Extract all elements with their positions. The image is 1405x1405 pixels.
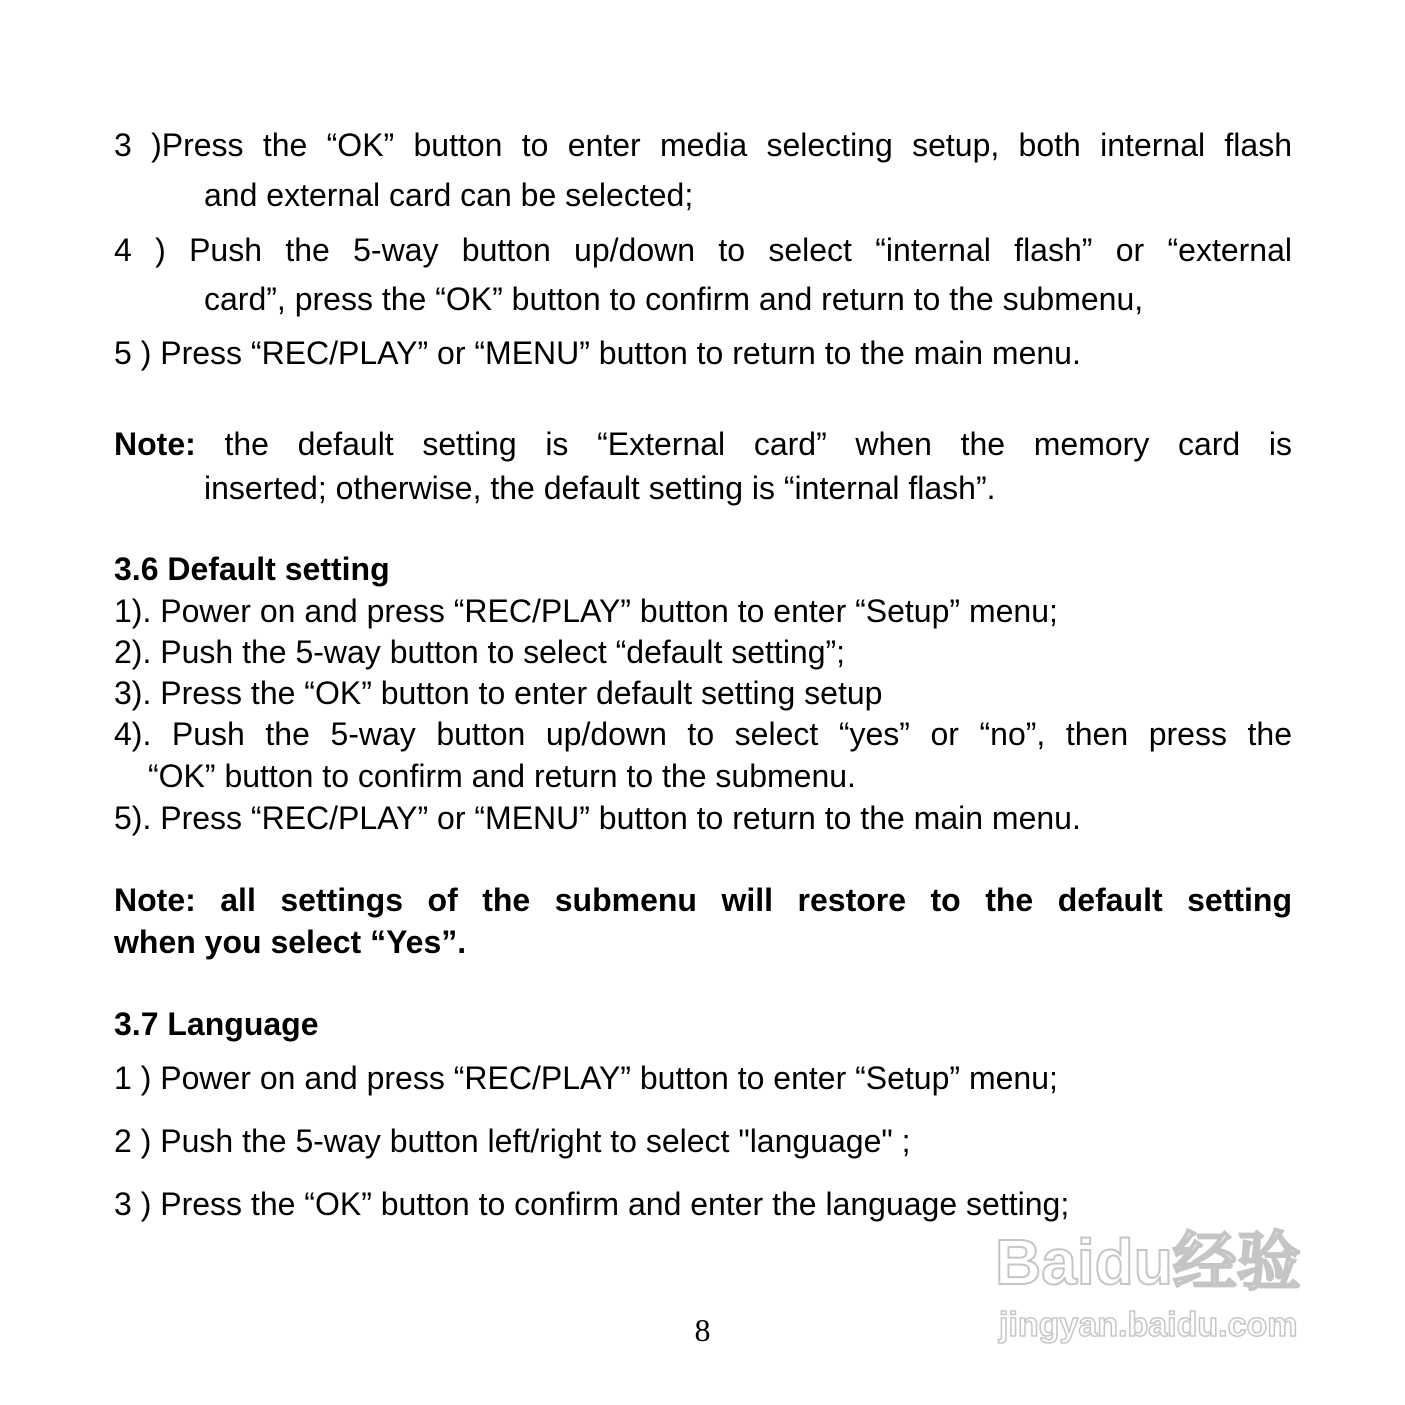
media-step-3: 3 )Press the “OK” button to enter media selecting setup, both internal flash	[114, 127, 1292, 163]
page-number: 8	[694, 1312, 711, 1348]
note-default-media	[114, 424, 1292, 464]
default-step-1: 1). Power on and press “REC/PLAY” button to enter “Setup” menu;	[114, 593, 1058, 629]
section-heading-language: 3.7 Language	[114, 1006, 319, 1042]
media-step-4-cont: card”, press the “OK” button to confirm and return to the submenu,	[204, 281, 1144, 317]
watermark-url: jingyan.baidu.com	[999, 1306, 1298, 1344]
note-label: Note:	[114, 426, 196, 462]
note-restore-defaults-cont: when you select “Yes”.	[114, 924, 467, 960]
default-step-5: 5). Press “REC/PLAY” or “MENU” button to return to the main menu.	[114, 800, 1081, 836]
watermark-brand: Baidu经验	[995, 1226, 1301, 1298]
baidu-logo-icon	[995, 1222, 1325, 1302]
baidu-jingyan-watermark	[995, 1222, 1325, 1352]
media-step-3-cont: and external card can be selected;	[204, 177, 694, 213]
default-step-4: 4). Push the 5-way button up/down to select “yes” or “no”, then press the	[114, 716, 1292, 752]
media-step-5: 5 ) Press “REC/PLAY” or “MENU” button to return to the main menu.	[114, 335, 1081, 371]
media-step-4: 4 ) Push the 5-way button up/down to select “internal flash” or “external	[114, 232, 1292, 268]
note-restore-defaults: Note: all settings of the submenu will restore to the default setting	[114, 882, 1292, 918]
note-default-media-cont: inserted; otherwise, the default setting is “internal flash”.	[204, 470, 996, 506]
language-step-2: 2 ) Push the 5-way button left/right to select "language" ;	[114, 1123, 911, 1159]
default-step-4-cont: “OK” button to confirm and return to the submenu.	[148, 758, 856, 794]
default-step-3: 3). Press the “OK” button to enter default setting setup	[114, 675, 883, 711]
language-step-3: 3 ) Press the “OK” button to confirm and enter the language setting;	[114, 1186, 1070, 1222]
note-text: the default setting is “External card” when the memory card is	[224, 426, 1293, 462]
language-step-1: 1 ) Power on and press “REC/PLAY” button to enter “Setup” menu;	[114, 1060, 1058, 1096]
default-step-2: 2). Push the 5-way button to select “default setting”;	[114, 634, 846, 670]
section-heading-default-setting: 3.6 Default setting	[114, 551, 390, 587]
